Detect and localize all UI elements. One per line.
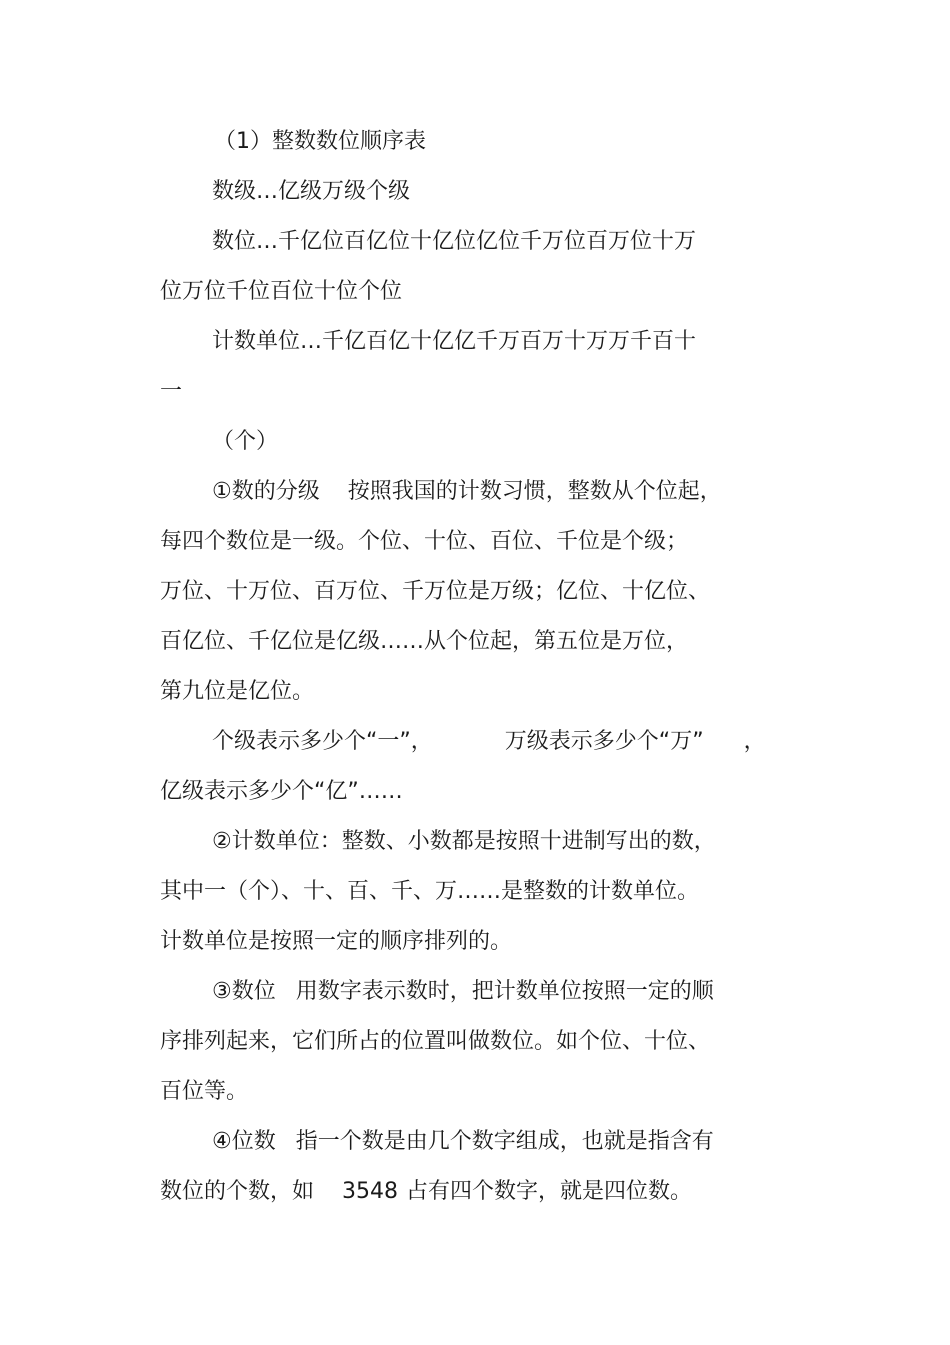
p1-line-2	[160, 527, 688, 557]
ge-paren-line	[212, 427, 278, 457]
jishu-line-1	[212, 327, 696, 357]
p1-text-1: 按照我国的计数习惯，整数从个位起，	[347, 479, 722, 504]
p1-title: ①数的分级	[212, 479, 320, 504]
p1-text-5: 第九位是亿位。	[160, 679, 315, 704]
heading-text: （1）整数数位顺序表	[214, 129, 426, 154]
p4-line-1	[212, 977, 714, 1007]
p4-line-2	[160, 1027, 710, 1057]
p2-part-b: 万级表示多少个“万”	[504, 729, 704, 754]
p5-text-2b: 占有四个数字，就是四位数。	[406, 1179, 693, 1204]
p3-line-1	[212, 827, 716, 857]
p1-line-5	[160, 677, 314, 707]
p1-text-3: 万位、十万位、百万位、千万位是万级；亿位、十亿位、	[160, 579, 711, 604]
p3-text-1: ②计数单位：整数、小数都是按照十进制写出的数，	[212, 829, 716, 854]
p5-line-2	[160, 1177, 692, 1207]
p5-number: 3548	[342, 1179, 399, 1204]
p4-line-3	[160, 1077, 248, 1107]
shuji-line	[212, 177, 410, 207]
p1-line-1	[212, 477, 722, 507]
shuji-text: 数级…亿级万级个级	[212, 179, 411, 204]
p5-title: ④位数	[212, 1129, 276, 1154]
jishu-line-2	[160, 377, 182, 407]
p5-text-2a: 数位的个数，如	[160, 1179, 315, 1204]
jishu-text-1: 计数单位…千亿百亿十亿亿千万百万十万万千百十	[212, 329, 697, 354]
p1-text-2: 每四个数位是一级。个位、十位、百位、千位是个级；	[160, 529, 689, 554]
p2-comma: ，	[743, 729, 766, 754]
p4-title: ③数位	[212, 979, 276, 1004]
p1-text-4: 百亿位、千亿位是亿级……从个位起，第五位是万位，	[160, 629, 689, 654]
p2-part-a: 个级表示多少个“一”，	[212, 729, 433, 754]
jishu-text-2: 一	[160, 379, 183, 404]
p1-line-3	[160, 577, 710, 607]
ge-paren-text: （个）	[212, 429, 279, 454]
p4-text-2: 序排列起来，它们所占的位置叫做数位。如个位、十位、	[160, 1029, 711, 1054]
p3-line-2	[160, 877, 699, 907]
shuwei-line-2	[160, 277, 402, 307]
p3-line-3	[160, 927, 512, 957]
p3-text-2: 其中一（个）、十、百、千、万……是整数的计数单位。	[160, 879, 700, 904]
p2-line-1	[212, 727, 766, 757]
shuwei-text-2: 位万位千位百位十位个位	[160, 279, 403, 304]
shuwei-text-1: 数位…千亿位百亿位十亿位亿位千万位百万位十万	[212, 229, 697, 254]
p5-text-1: 指一个数是由几个数字组成，也就是指含有	[295, 1129, 714, 1154]
p2-text-2: 亿级表示多少个“亿”……	[160, 779, 403, 804]
p5-line-1	[212, 1127, 714, 1157]
p4-text-3: 百位等。	[160, 1079, 249, 1104]
p2-line-2	[160, 777, 403, 807]
shuwei-line-1	[212, 227, 696, 257]
section-heading	[214, 127, 426, 157]
p4-text-1: 用数字表示数时，把计数单位按照一定的顺	[295, 979, 714, 1004]
p1-line-4	[160, 627, 688, 657]
p3-text-3: 计数单位是按照一定的顺序排列的。	[160, 929, 513, 954]
